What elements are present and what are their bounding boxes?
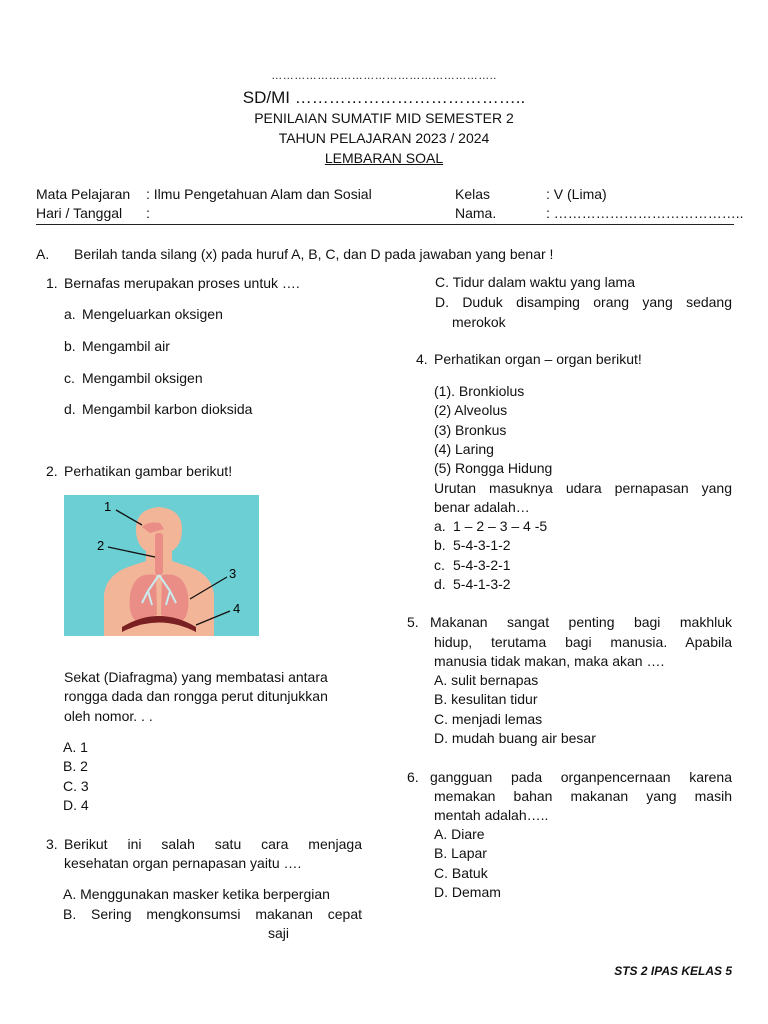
sheet-title: LEMBARAN SOAL: [324, 150, 444, 166]
q2-body-line2: rongga dada dan rongga perut ditunjukkan: [64, 688, 328, 704]
q4-option-a: 1 – 2 – 3 – 4 -5: [453, 518, 548, 534]
q4-text: Perhatikan organ – organ berikut!: [434, 351, 642, 367]
q6-text-line2: memakan bahan makanan yang masih: [434, 788, 732, 804]
q4-option-d-letter: d.: [434, 576, 446, 592]
q6-option-b: B. Lapar: [434, 845, 487, 861]
q3-option-d-line2: merokok: [452, 314, 506, 330]
q2-option-c: C. 3: [63, 778, 89, 794]
q5-number: 5.: [407, 614, 419, 630]
q2-option-d: D. 4: [63, 797, 89, 813]
school-name: SD/MI …………………………………..: [242, 88, 526, 107]
q5-option-a: A. sulit bernapas: [434, 672, 539, 688]
class-value: : V (Lima): [546, 186, 607, 202]
q3-option-b-line1: B. Sering mengkonsumsi makanan cepat: [63, 906, 362, 922]
name-value: : …………………………………..: [546, 205, 744, 221]
q1-option-c-letter: c.: [64, 370, 75, 386]
date-value: :: [146, 205, 150, 221]
q1-option-c: Mengambil oksigen: [82, 370, 203, 386]
q2-body-line3: oleh nomor. . .: [64, 708, 153, 724]
q2-text: Perhatikan gambar berikut!: [64, 463, 233, 479]
q6-option-d: D. Demam: [434, 884, 501, 900]
q4-organ-2: (2) Alveolus: [434, 402, 508, 418]
q6-number: 6.: [407, 769, 419, 785]
exam-title: PENILAIAN SUMATIF MID SEMESTER 2: [254, 110, 514, 126]
q3-option-a: A. Menggunakan masker ketika berpergian: [63, 886, 330, 902]
q4-option-c: 5-4-3-2-1: [453, 557, 511, 573]
q4-option-d: 5-4-1-3-2: [453, 576, 511, 592]
q1-option-b-letter: b.: [64, 338, 76, 354]
q4-option-b: 5-4-3-1-2: [453, 537, 511, 553]
date-label: Hari / Tanggal: [36, 205, 123, 221]
q6-option-c: C. Batuk: [434, 865, 488, 881]
q1-option-a-letter: a.: [64, 306, 76, 322]
q5-text-line1: Makanan sangat penting bagi makhluk: [430, 614, 732, 630]
q5-text-line3: manusia tidak makan, maka akan ….: [434, 653, 665, 669]
q2-body-line1: Sekat (Diafragma) yang membatasi antara: [64, 669, 328, 685]
figure-label-4: 4: [233, 601, 241, 616]
q3-number: 3.: [46, 836, 58, 852]
header-dots: …………………………………………………..: [271, 70, 497, 82]
header-divider: [36, 224, 734, 225]
q4-organ-3: (3) Bronkus: [434, 422, 507, 438]
q6-option-a: A. Diare: [434, 826, 485, 842]
q4-option-c-letter: c.: [434, 557, 445, 573]
figure-label-3: 3: [229, 566, 237, 581]
q2-option-b: B. 2: [63, 758, 88, 774]
footer-label: STS 2 IPAS KELAS 5: [614, 964, 732, 978]
q3-option-b-line2: saji: [268, 925, 290, 941]
q4-option-a-letter: a.: [434, 518, 446, 534]
q4-question-line2: benar adalah…: [434, 499, 530, 515]
q3-option-c: C. Tidur dalam waktu yang lama: [435, 274, 635, 290]
q3-text-line2: kesehatan organ pernapasan yaitu ….: [64, 855, 302, 871]
respiratory-system-figure: [64, 495, 259, 636]
q4-question-line1: Urutan masuknya udara pernapasan yang: [434, 480, 732, 496]
q1-option-d-letter: d.: [64, 401, 76, 417]
figure-label-1: 1: [104, 499, 112, 514]
q5-option-c: C. menjadi lemas: [434, 711, 543, 727]
q1-option-a: Mengeluarkan oksigen: [82, 306, 223, 322]
q2-option-a: A. 1: [63, 739, 88, 755]
instruction: [36, 246, 553, 262]
trachea-shape: [155, 533, 163, 575]
q5-text-line2: hidup, terutama bagi manusia. Apabila: [434, 634, 732, 650]
academic-year: TAHUN PELAJARAN 2023 / 2024: [278, 130, 490, 146]
q6-text-line3: mentah adalah…..: [434, 807, 549, 823]
q4-organ-1: (1). Bronkiolus: [434, 383, 525, 399]
q4-option-b-letter: b.: [434, 537, 446, 553]
q1-text: Bernafas merupakan proses untuk ….: [64, 275, 300, 291]
q1-option-b: Mengambil air: [82, 338, 170, 354]
class-label: Kelas: [455, 186, 491, 202]
q3-option-d-line1: D. Duduk disamping orang yang sedang: [435, 294, 732, 310]
q6-text-line1: gangguan pada organpencernaan karena: [430, 769, 732, 785]
q4-number: 4.: [416, 351, 428, 367]
q4-organ-4: (4) Laring: [434, 441, 494, 457]
instruction-letter: A.: [36, 246, 50, 262]
q2-number: 2.: [46, 463, 58, 479]
q4-organ-5: (5) Rongga Hidung: [434, 460, 553, 476]
q5-option-b: B. kesulitan tidur: [434, 691, 538, 707]
instruction-text: Berilah tanda silang (x) pada huruf A, B, C, dan D pada jawaban yang benar !: [74, 246, 554, 262]
q3-text-line1: Berikut ini salah satu cara menjaga: [64, 836, 362, 852]
q1-number: 1.: [46, 275, 58, 291]
name-label: Nama.: [455, 205, 497, 221]
figure-label-2: 2: [97, 538, 105, 553]
subject-value: : Ilmu Pengetahuan Alam dan Sosial: [146, 186, 372, 202]
subject-label: Mata Pelajaran: [36, 186, 131, 202]
q1-option-d: Mengambil karbon dioksida: [82, 401, 253, 417]
q5-option-d: D. mudah buang air besar: [434, 730, 596, 746]
